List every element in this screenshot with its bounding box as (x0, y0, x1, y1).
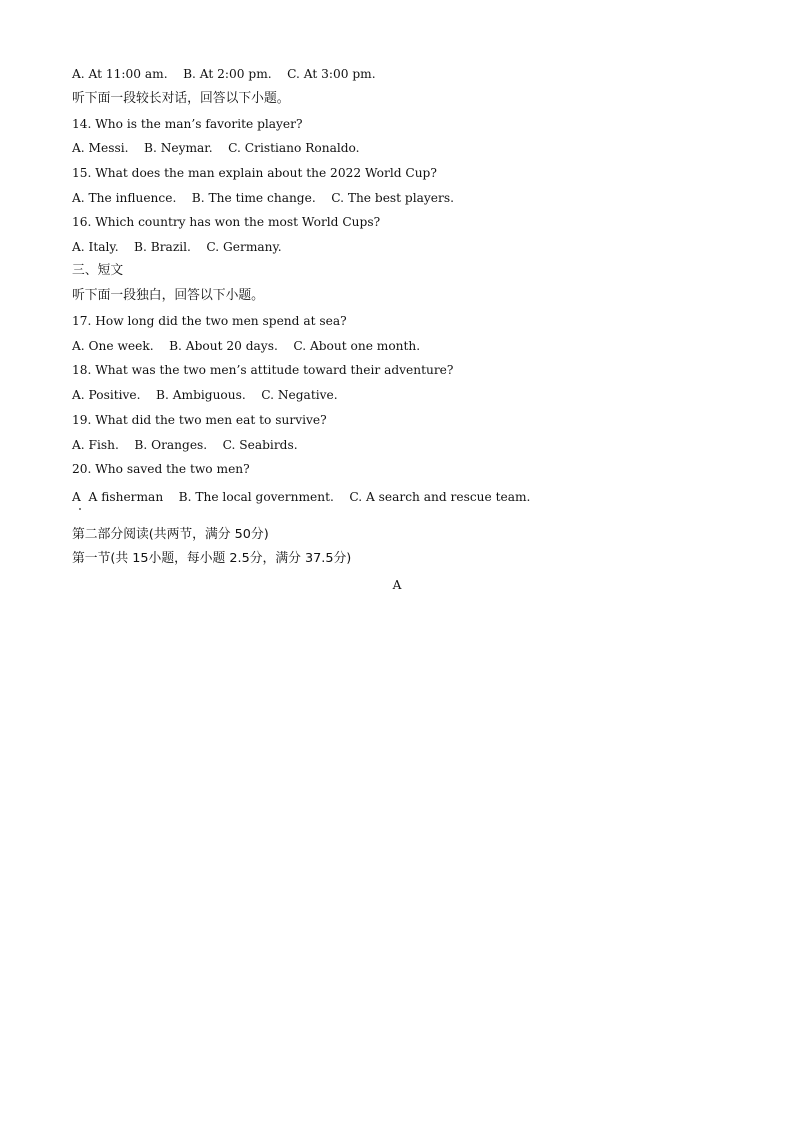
stray-mark (79, 508, 81, 510)
q13-options: A. At 11:00 am. B. At 2:00 pm. C. At 3:00 pm. (72, 67, 376, 81)
q15-options: A. The influence. B. The time change. C. The best players. (72, 191, 454, 205)
q19-options: A. Fish. B. Oranges. C. Seabirds. (72, 438, 298, 452)
q16-options: A. Italy. B. Brazil. C. Germany. (72, 240, 282, 254)
question-19: 19. What did the two men eat to survive? (72, 413, 327, 427)
q17-options: A. One week. B. About 20 days. C. About one month. (72, 339, 421, 353)
question-15: 15. What does the man explain about the 2022 World Cup? (72, 166, 437, 180)
question-17: 17. How long did the two men spend at sea? (72, 314, 347, 328)
question-16: 16. Which country has won the most World Cups? (72, 215, 381, 229)
question-14: 14. Who is the man’s favorite player? (72, 117, 303, 131)
section-heading-short-passage: 三、短文 (72, 263, 124, 278)
question-20: 20. Who saved the two men? (72, 462, 250, 476)
section-one-heading: 第一节(共 15小题，每小题 2.5分，满分 37.5分) (72, 551, 352, 566)
q20-options: A A fisherman B. The local government. C. A search and rescue team. (72, 490, 531, 504)
q18-options: A. Positive. B. Ambiguous. C. Negative. (72, 388, 338, 402)
passage-label: A (392, 578, 402, 592)
q14-options: A. Messi. B. Neymar. C. Cristiano Ronaldo. (72, 141, 360, 155)
section-instruction-long-dialogue: 听下面一段较长对话，回答以下小题。 (72, 91, 290, 106)
part-two-heading: 第二部分阅读(共两节，满分 50分) (72, 527, 269, 542)
section-instruction-monologue: 听下面一段独白，回答以下小题。 (72, 288, 264, 303)
question-18: 18. What was the two men’s attitude toward their adventure? (72, 363, 454, 377)
